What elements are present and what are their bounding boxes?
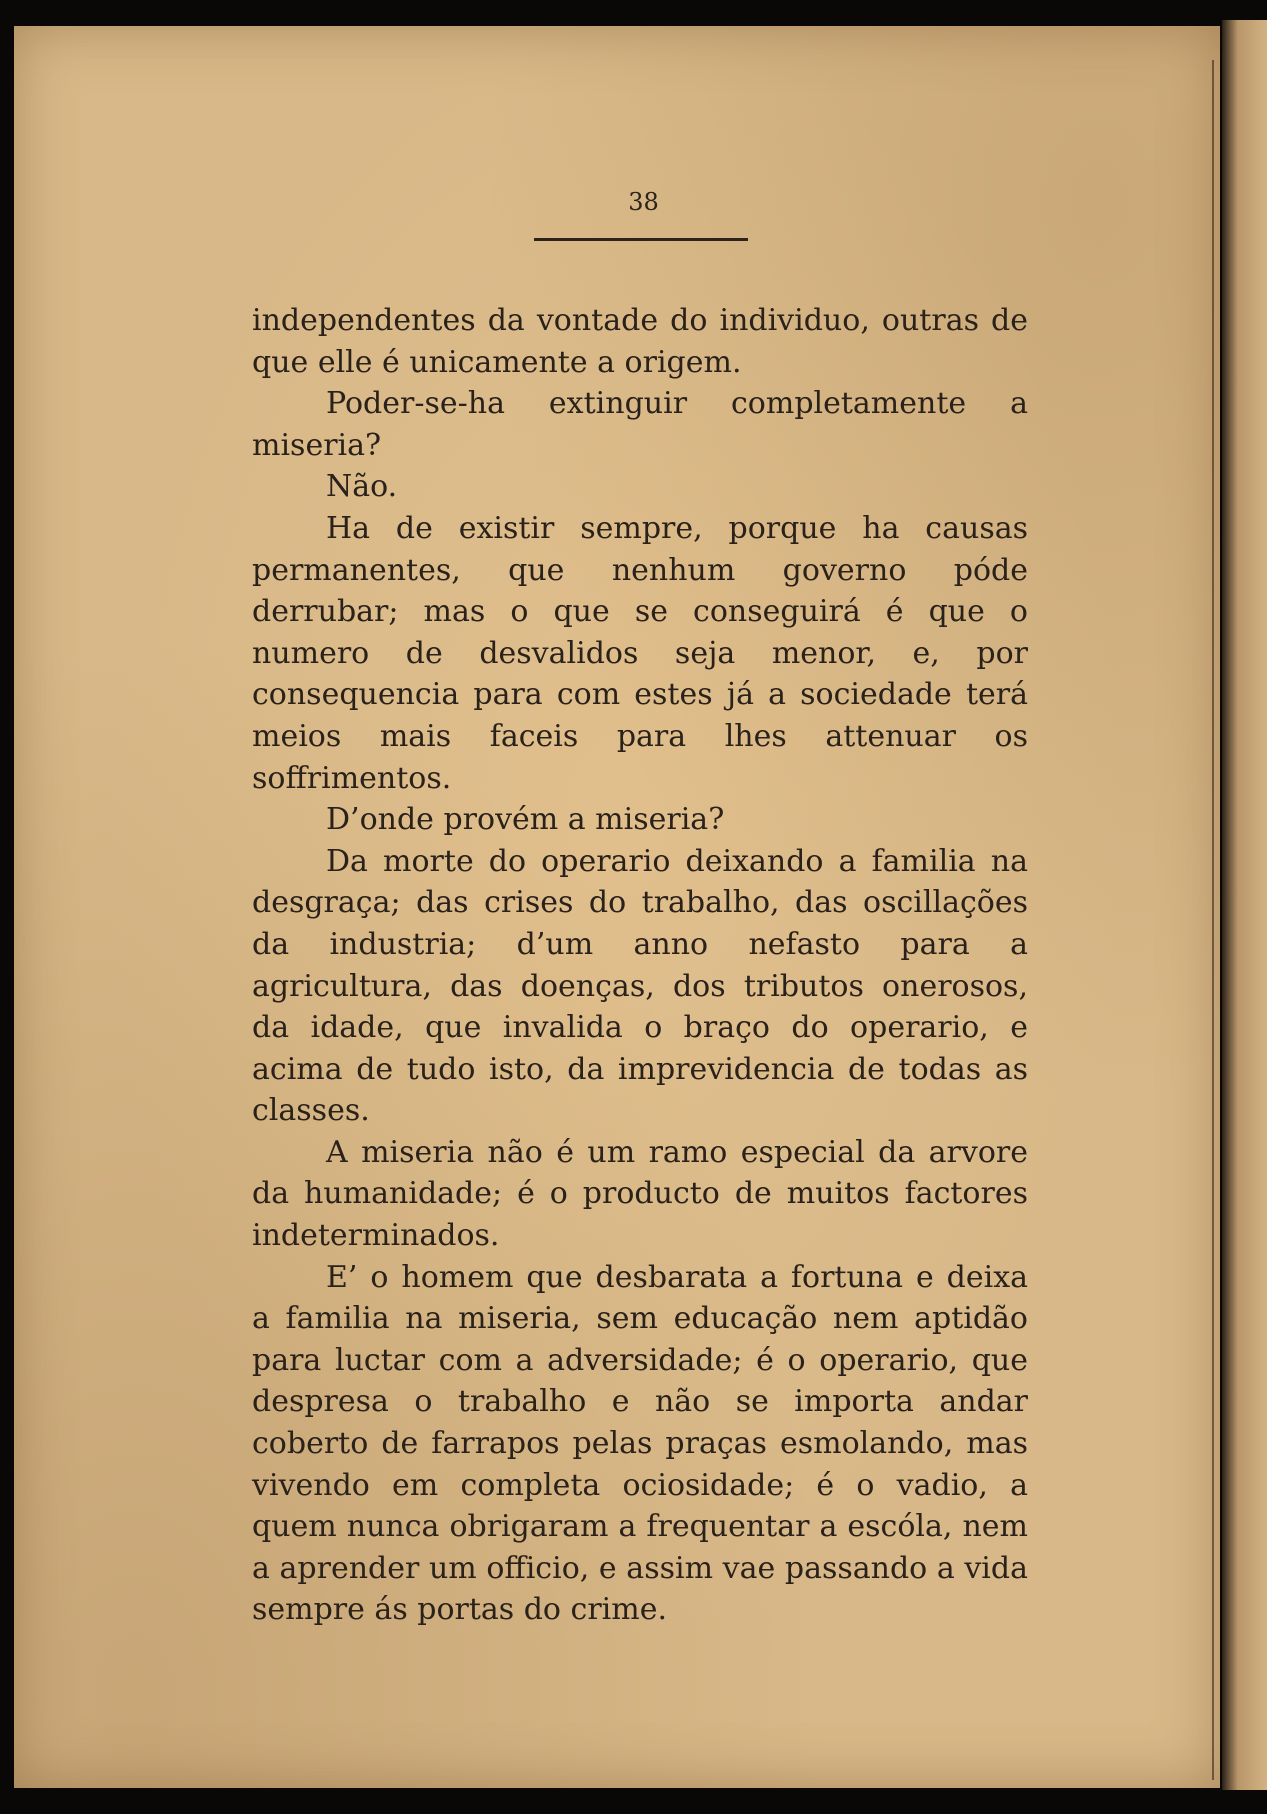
header-rule [534, 238, 748, 241]
paragraph-answer-no: Não. [326, 469, 398, 505]
paragraph-question-origin: D’onde provém a miseria? [326, 802, 725, 838]
paragraph-examples: E’ o homem que desbarata a fortuna e deixa a familia na miseria, sem educação nem aptidão para luctar com a adversidade; é o operario, que despresa o trabalho e não se importa andar coberto de farrapos pelas praças esmolando, mas vivendo em completa ociosidade; é o vadio, a quem nunca obrigaram a frequentar a escóla, nem a aprender um officio, e assim vae passando a vida sempre ás portas do crime. [252, 1259, 1028, 1628]
paragraph-causes-list: Da morte do operario deixando a familia na desgraça; das crises do trabalho, das oscillações da industria; d’um anno nefasto para a agricultura, das doenças, dos tributos onerosos, da idade, que invalida o braço do operario, e acima de tudo isto, da imprevidencia de todas as classes. [252, 843, 1028, 1129]
paragraph-continuation: independentes da vontade do individuo, outras de que elle é unicamente a origem. [252, 303, 1028, 380]
page-edge-shadow [1222, 20, 1267, 1790]
paragraph-humanity: A miseria não é um ramo especial da arvore da humanidade; é o producto de muitos factores indeterminados. [252, 1134, 1028, 1254]
page-number: 38 [628, 188, 659, 216]
binding-edge-line [1212, 60, 1214, 1780]
page-body-text [252, 300, 1028, 1631]
paragraph-question-extinguish: Poder-se-ha extinguir completamente a miseria? [252, 386, 1028, 463]
paragraph-permanent-causes: Ha de existir sempre, porque ha causas permanentes, que nenhum governo póde derrubar; mas o que se conseguirá é que o numero de desvalidos seja menor, e, por consequencia para com estes já a sociedade terá meios mais faceis para lhes attenuar os soffrimentos. [252, 510, 1028, 796]
